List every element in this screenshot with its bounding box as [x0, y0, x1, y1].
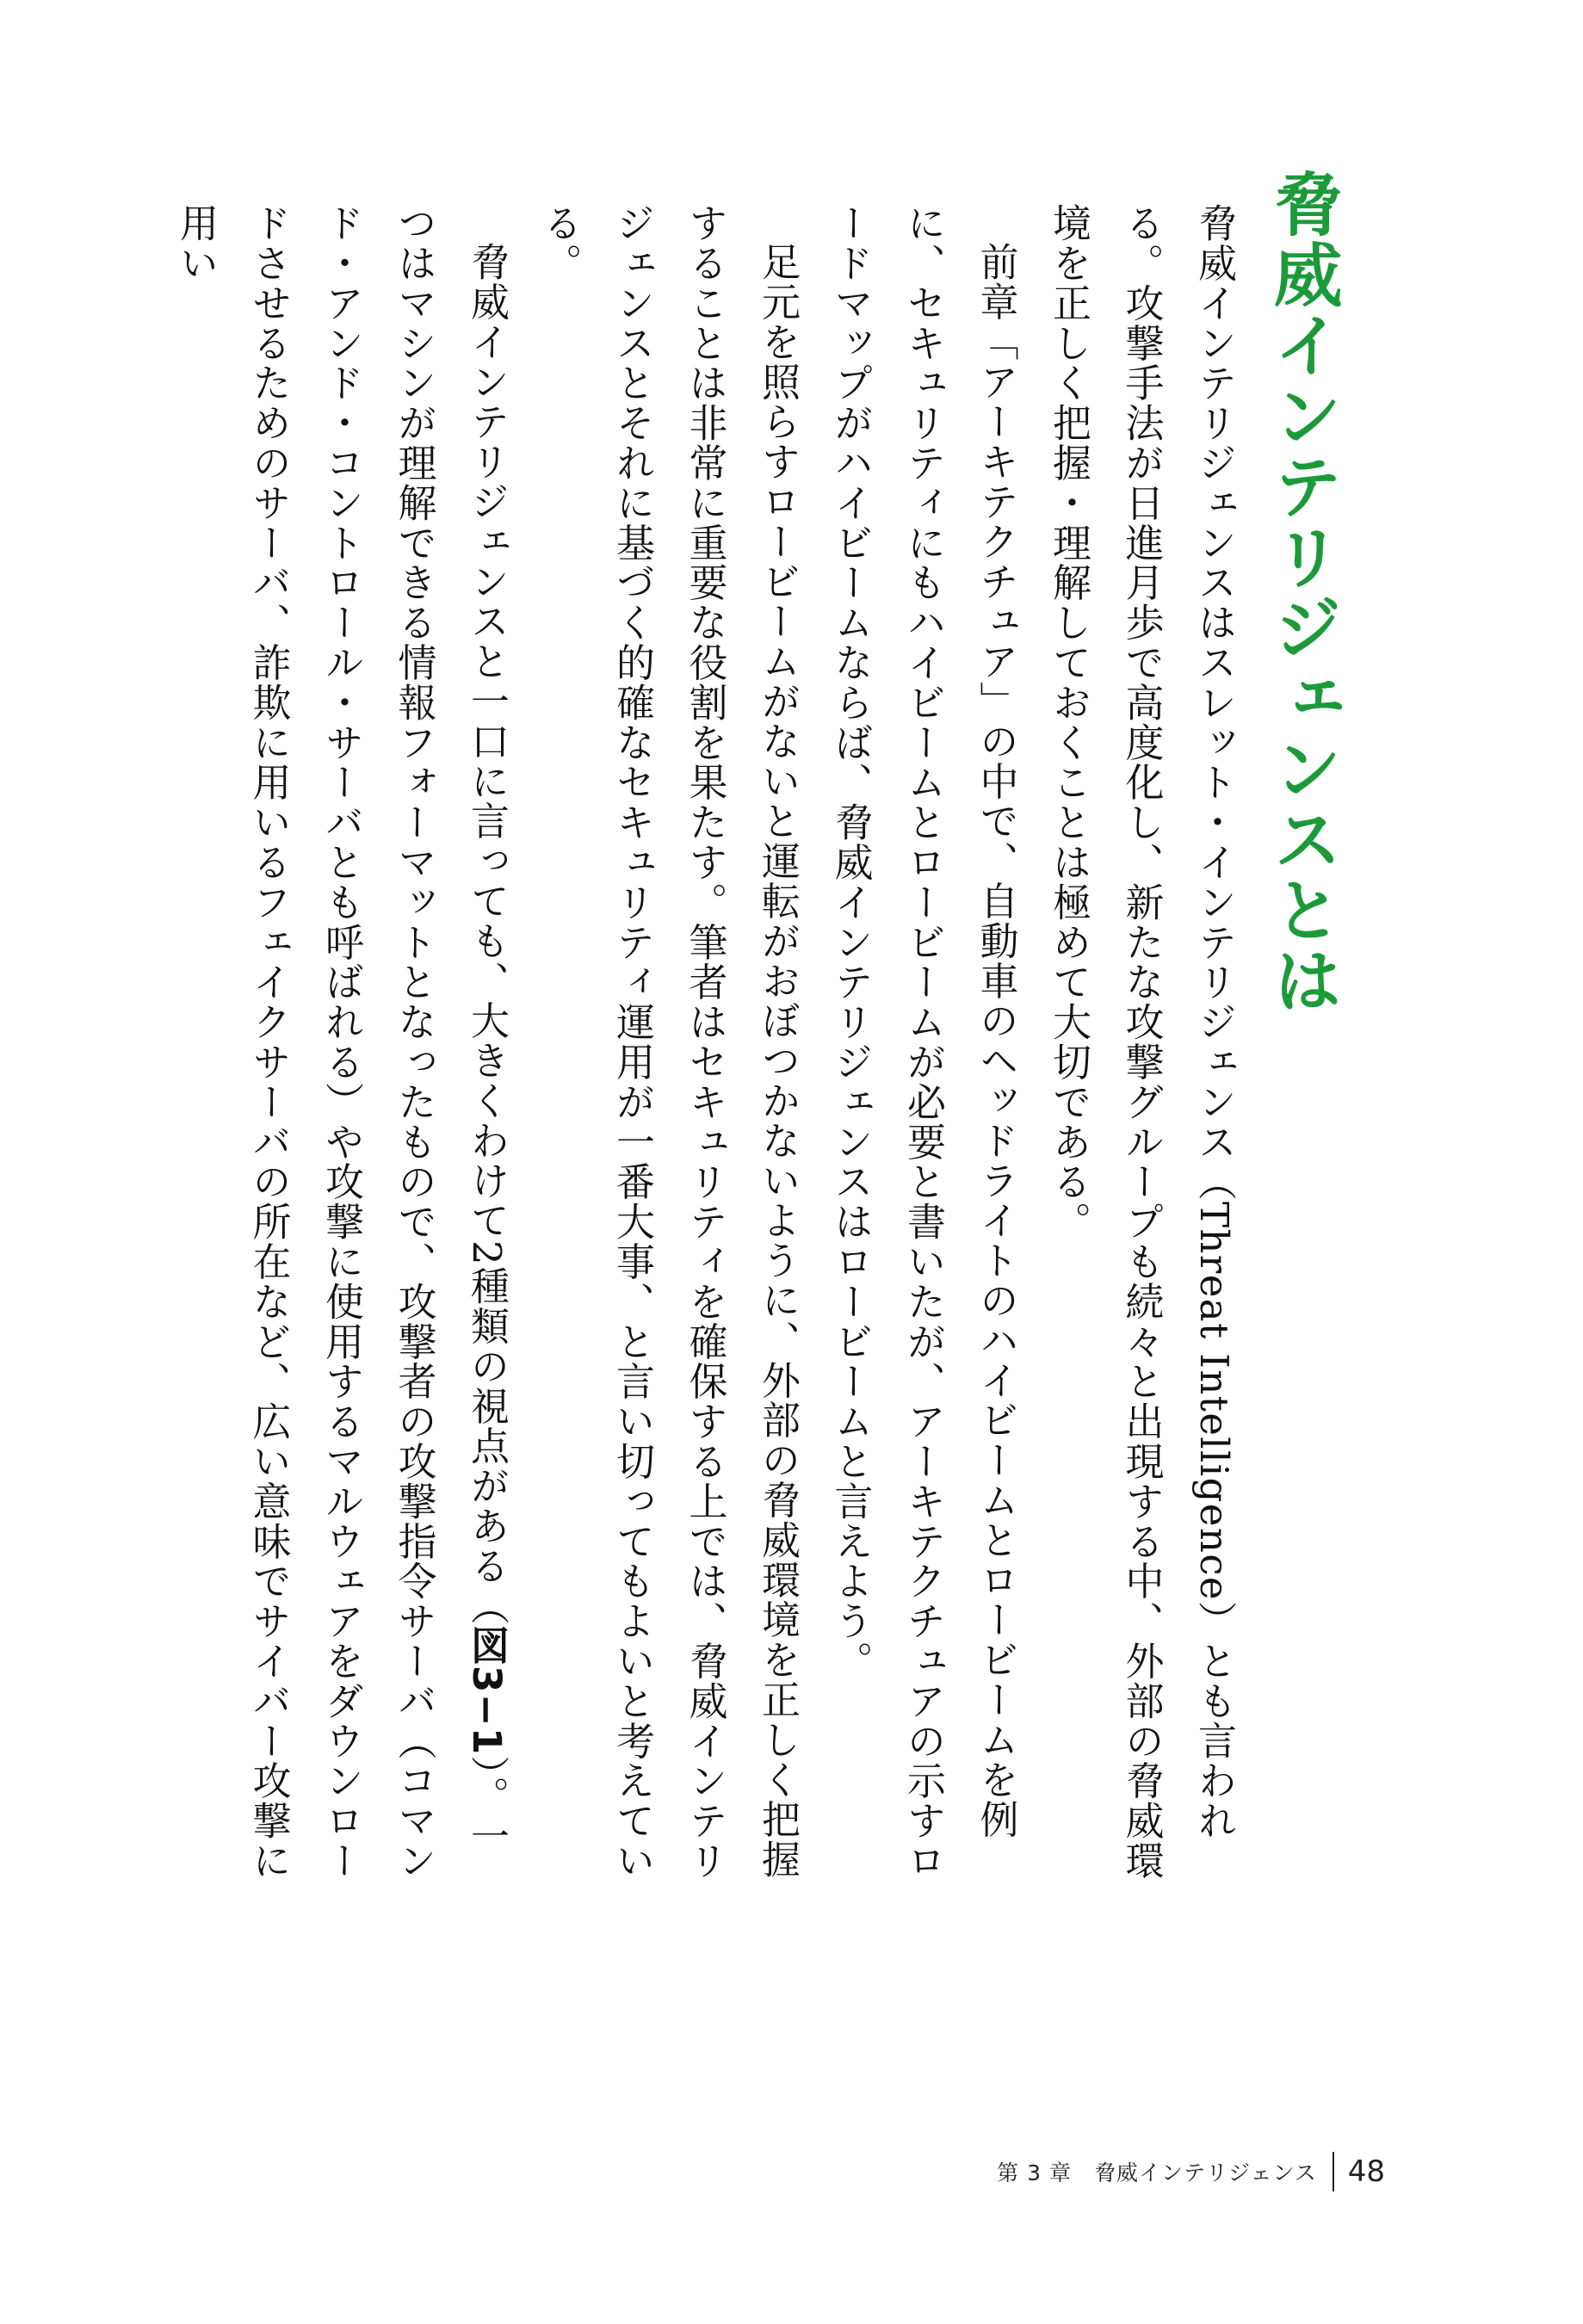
section-heading: 脅威インテリジェンスとは [1262, 169, 1342, 1016]
footer-divider [1333, 2152, 1334, 2191]
paragraph-3: 足元を照らすロービームがないと運転がおぼつかないように、外部の脅威環境を正しく把握することは非常に重要な役割を果たす。筆者はセキュリティを確保する上では、脅威インテリジェンスとそれに基づく的確なセキュリティ運用が一番大事、と言い切ってもよいと考えている。 [536, 203, 801, 1881]
paragraph-4-text-before: 脅威インテリジェンスと一口に言っても、大きくわけて2種類の視点がある（ [464, 242, 510, 1626]
paragraph-4-text-after: ）。一つはマシンが理解できる情報フォーマットとなったもので、攻撃者の攻撃指令サーバ（コマンド・アンド・コントロール・サーバとも呼ばれる）や攻撃に使用するマルウェアをダウンロードさせるためのサーバ、詐欺に用いるフェイクサーバの所在など、広い意味でサイバー攻撃に用い [173, 203, 510, 1881]
body-text [173, 203, 1250, 1890]
running-chapter-title: 第 3 章 脅威インテリジェンス [997, 2160, 1317, 2185]
paragraph-1: 脅威インテリジェンスはスレット・インテリジェンス（Threat Intelligence）とも言われる。攻撃手法が日進月歩で高度化し、新たな攻撃グループも続々と出現する中、外部の脅威環境を正しく把握・理解しておくことは極めて大切である。 [1046, 203, 1237, 1881]
paragraph-2: 前章「アーキテクチュア」の中で、自動車のヘッドライトのハイビームとロービームを例に、セキュリティにもハイビームとロービームが必要と書いたが、アーキテクチュアの示すロードマップがハイビームならば、脅威インテリジェンスはロービームと言えよう。 [827, 203, 1019, 1881]
page-number: 48 [1347, 2154, 1385, 2189]
paragraph-4 [159, 203, 523, 1890]
figure-reference: 図3−1 [464, 1625, 510, 1756]
page-footer [997, 2152, 1385, 2191]
